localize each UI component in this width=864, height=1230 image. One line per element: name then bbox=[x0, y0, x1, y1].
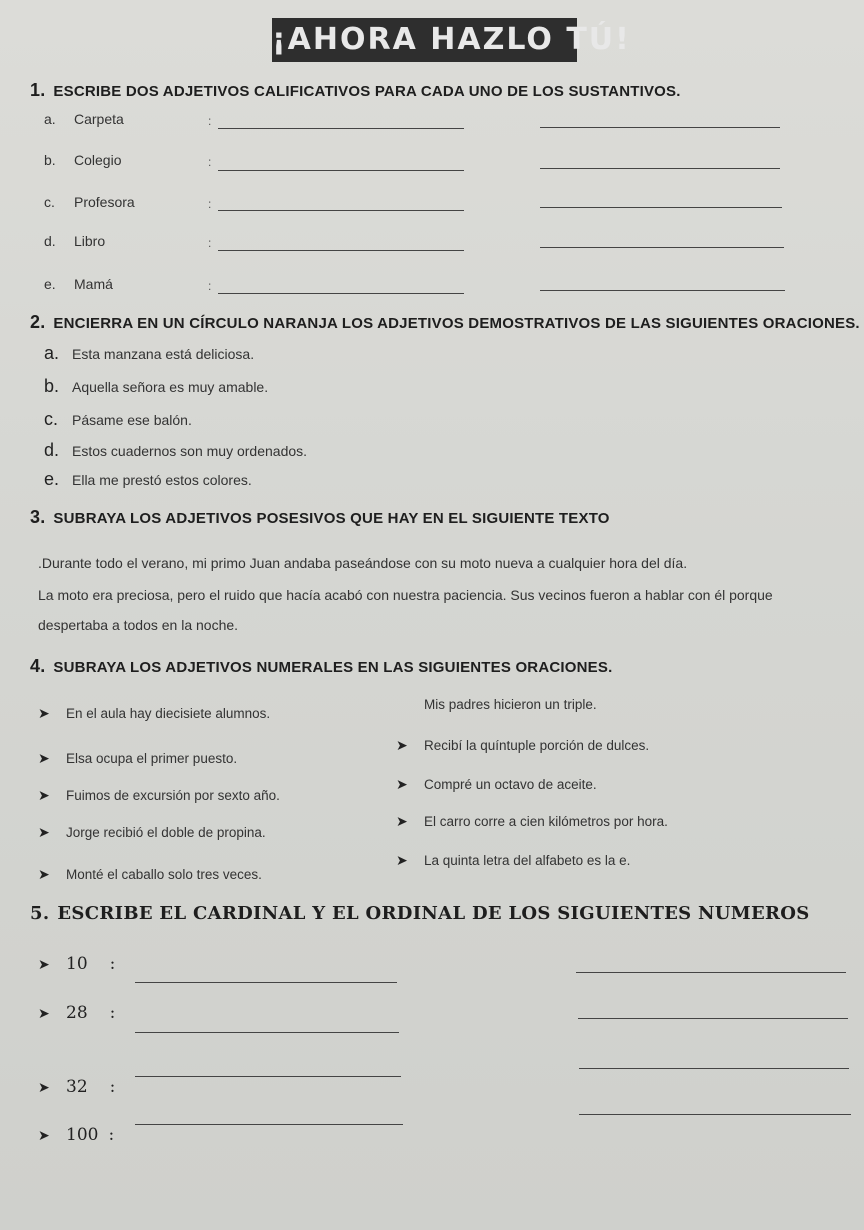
section-2-number: 2. bbox=[30, 312, 46, 332]
s1-item-c bbox=[44, 194, 135, 210]
s1-answer-line-b1[interactable] bbox=[218, 170, 464, 171]
s1-item-label: Profesora bbox=[74, 194, 135, 210]
s4-sentence: Monté el caballo solo tres veces. bbox=[66, 867, 262, 882]
s2-text: Ella me prestó estos colores. bbox=[72, 472, 252, 488]
s1-answer-line-a1[interactable] bbox=[218, 128, 464, 129]
arrow-bullet-icon: ➤ bbox=[38, 866, 50, 882]
s4-sentence: El carro corre a cien kilómetros por hora. bbox=[424, 814, 668, 829]
s2-sentence-c bbox=[44, 409, 192, 430]
s3-paragraph-line: La moto era preciosa, pero el ruido que hacía acabó con nuestra paciencia. Sus vecinos fueron a hablar con él porque bbox=[38, 587, 773, 603]
s1-answer-line-c2[interactable] bbox=[540, 207, 782, 208]
section-2-title bbox=[30, 312, 860, 333]
s1-item-b bbox=[44, 152, 121, 168]
s1-colon: : bbox=[208, 197, 212, 211]
s5-number: 100 bbox=[66, 1125, 99, 1145]
section-4-heading: SUBRAYA LOS ADJETIVOS NUMERALES EN LAS SIGUIENTES ORACIONES. bbox=[53, 659, 613, 676]
s5-colon: : bbox=[108, 1125, 115, 1145]
s1-answer-line-c1[interactable] bbox=[218, 210, 464, 211]
arrow-bullet-icon: ➤ bbox=[38, 705, 50, 721]
s4-right-item bbox=[396, 737, 649, 754]
s1-item-letter: d. bbox=[44, 233, 56, 249]
s4-left-item bbox=[38, 705, 270, 722]
s4-left-item bbox=[38, 866, 262, 883]
section-1-heading: ESCRIBE DOS ADJETIVOS CALIFICATIVOS PARA CADA UNO DE LOS SUSTANTIVOS. bbox=[53, 83, 681, 100]
s4-right-item bbox=[396, 776, 597, 793]
s2-letter: b. bbox=[44, 376, 60, 396]
s2-sentence-d bbox=[44, 440, 307, 461]
s1-item-letter: c. bbox=[44, 194, 55, 210]
s1-item-label: Carpeta bbox=[74, 111, 124, 127]
s2-sentence-b bbox=[44, 376, 268, 397]
s1-item-letter: b. bbox=[44, 152, 56, 168]
s1-answer-line-b2[interactable] bbox=[540, 168, 780, 169]
s5-colon: : bbox=[109, 1077, 116, 1097]
s1-colon: : bbox=[208, 236, 212, 250]
s5-number: 32 bbox=[66, 1077, 88, 1097]
s1-colon: : bbox=[208, 114, 212, 128]
s2-sentence-e bbox=[44, 469, 252, 490]
arrow-bullet-icon: ➤ bbox=[396, 737, 408, 753]
section-2-heading: ENCIERRA EN UN CÍRCULO NARANJA LOS ADJETIVOS DEMOSTRATIVOS DE LAS SIGUIENTES ORACIONES. bbox=[53, 315, 860, 332]
s2-text: Aquella señora es muy amable. bbox=[72, 379, 269, 395]
page-banner: ¡AHORA HAZLO TÚ! bbox=[272, 18, 577, 62]
s4-right-item: Mis padres hicieron un triple. bbox=[424, 697, 597, 712]
s5-cardinal-line-32[interactable] bbox=[135, 1076, 401, 1077]
s4-sentence: Fuimos de excursión por sexto año. bbox=[66, 788, 280, 803]
s4-sentence: En el aula hay diecisiete alumnos. bbox=[66, 706, 271, 721]
section-3-number: 3. bbox=[30, 507, 46, 527]
arrow-bullet-icon: ➤ bbox=[38, 750, 50, 766]
s5-ordinal-line-28[interactable] bbox=[578, 1018, 848, 1019]
s5-number-item bbox=[38, 1077, 115, 1097]
arrow-bullet-icon: ➤ bbox=[396, 776, 408, 792]
s5-cardinal-line-28[interactable] bbox=[135, 1032, 399, 1033]
s2-sentence-a bbox=[44, 343, 254, 364]
s1-colon: : bbox=[208, 279, 212, 293]
arrow-bullet-icon: ➤ bbox=[396, 813, 408, 829]
s2-letter: a. bbox=[44, 343, 60, 363]
s4-sentence: Elsa ocupa el primer puesto. bbox=[66, 751, 238, 766]
s5-ordinal-line-32[interactable] bbox=[579, 1068, 849, 1069]
section-5-number: 5. bbox=[30, 903, 50, 924]
s5-number: 28 bbox=[66, 1003, 88, 1023]
s2-text: Pásame ese balón. bbox=[72, 412, 192, 428]
s5-number-item bbox=[38, 1125, 114, 1145]
s5-number-item bbox=[38, 954, 115, 974]
s4-left-item bbox=[38, 824, 266, 841]
s2-letter: c. bbox=[44, 409, 59, 429]
s4-sentence: La quinta letra del alfabeto es la e. bbox=[424, 853, 631, 868]
arrow-bullet-icon: ➤ bbox=[38, 787, 50, 803]
s5-cardinal-line-100[interactable] bbox=[135, 1124, 403, 1125]
s1-answer-line-d2[interactable] bbox=[540, 247, 784, 248]
s4-right-item bbox=[396, 852, 630, 869]
section-1-title bbox=[30, 80, 681, 101]
s2-text: Esta manzana está deliciosa. bbox=[72, 346, 255, 362]
s1-colon: : bbox=[208, 155, 212, 169]
s3-paragraph-line: despertaba a todos en la noche. bbox=[38, 617, 239, 633]
section-1-number: 1. bbox=[30, 80, 46, 100]
s1-answer-line-a2[interactable] bbox=[540, 127, 780, 128]
s1-item-d bbox=[44, 233, 105, 249]
arrow-bullet-icon: ➤ bbox=[38, 1006, 50, 1022]
s5-colon: : bbox=[109, 954, 116, 974]
s1-answer-line-e2[interactable] bbox=[540, 290, 785, 291]
s1-item-a bbox=[44, 111, 124, 127]
s1-item-letter: a. bbox=[44, 111, 56, 127]
section-4-title bbox=[30, 656, 612, 677]
s5-number-item bbox=[38, 1003, 115, 1023]
s1-answer-line-d1[interactable] bbox=[218, 250, 464, 251]
section-4-number: 4. bbox=[30, 656, 46, 676]
s4-right-item bbox=[396, 813, 668, 830]
section-3-heading: SUBRAYA LOS ADJETIVOS POSESIVOS QUE HAY EN EL SIGUIENTE TEXTO bbox=[53, 510, 610, 527]
arrow-bullet-icon: ➤ bbox=[396, 852, 408, 868]
s4-sentence: Jorge recibió el doble de propina. bbox=[66, 825, 266, 840]
s2-letter: d. bbox=[44, 440, 60, 460]
section-3-title bbox=[30, 507, 610, 528]
section-5-heading: ESCRIBE EL CARDINAL Y EL ORDINAL DE LOS SIGUIENTES NUMEROS bbox=[57, 903, 810, 924]
s4-left-item bbox=[38, 787, 280, 804]
s5-ordinal-line-10[interactable] bbox=[576, 972, 846, 973]
s1-item-label: Colegio bbox=[74, 152, 122, 168]
s5-colon: : bbox=[109, 1003, 116, 1023]
s4-left-item bbox=[38, 750, 237, 767]
s1-item-label: Mamá bbox=[74, 276, 113, 292]
s4-sentence: Compré un octavo de aceite. bbox=[424, 777, 597, 792]
arrow-bullet-icon: ➤ bbox=[38, 824, 50, 840]
s4-sentence: Recibí la quíntuple porción de dulces. bbox=[424, 738, 650, 753]
s2-letter: e. bbox=[44, 469, 60, 489]
s1-item-letter: e. bbox=[44, 276, 56, 292]
s5-cardinal-line-10[interactable] bbox=[135, 982, 397, 983]
section-5-title bbox=[30, 903, 810, 924]
s1-item-e bbox=[44, 276, 113, 292]
arrow-bullet-icon: ➤ bbox=[38, 1080, 50, 1096]
s1-item-label: Libro bbox=[74, 233, 106, 249]
s3-paragraph-line: .Durante todo el verano, mi primo Juan andaba paseándose con su moto nueva a cualquier hora del día. bbox=[38, 555, 688, 571]
s5-ordinal-line-100[interactable] bbox=[579, 1114, 851, 1115]
s2-text: Estos cuadernos son muy ordenados. bbox=[72, 443, 308, 459]
s5-number: 10 bbox=[66, 954, 88, 974]
arrow-bullet-icon: ➤ bbox=[38, 1128, 50, 1144]
s1-answer-line-e1[interactable] bbox=[218, 293, 464, 294]
arrow-bullet-icon: ➤ bbox=[38, 957, 50, 973]
